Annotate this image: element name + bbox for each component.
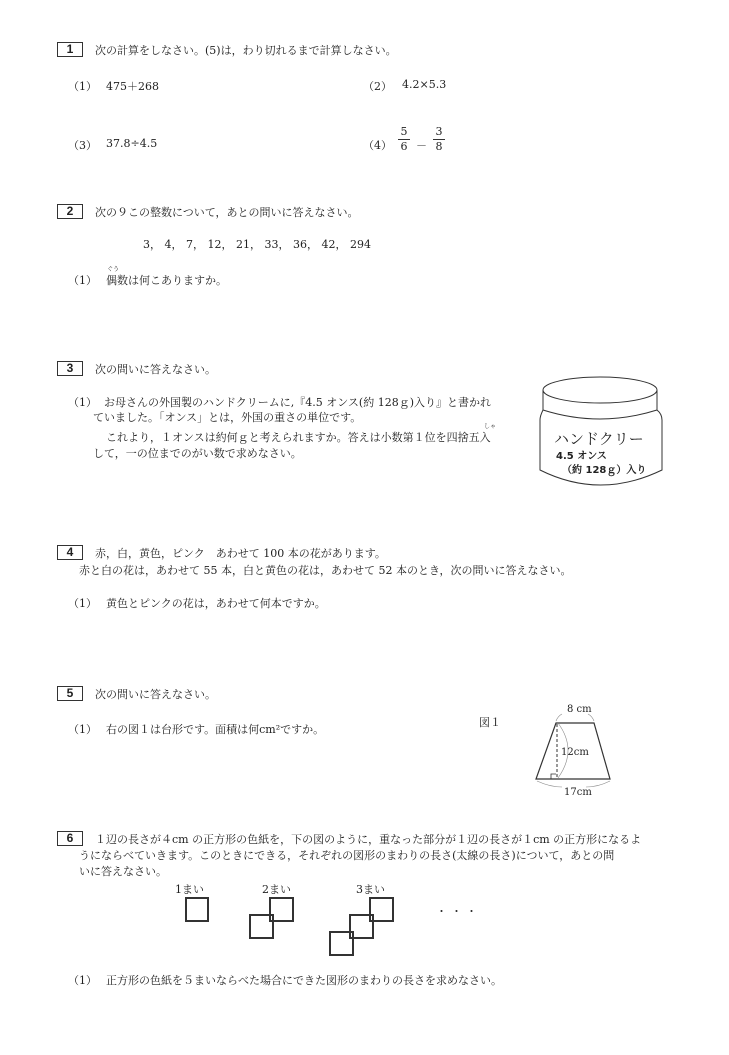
- q3-instruction: 次の問いに答えなさい。: [95, 363, 216, 376]
- q2-instruction: 次の９この整数について，あとの問いに答えなさい。: [95, 206, 359, 219]
- question-number-6: 6: [57, 831, 83, 846]
- q6-1-text: 正方形の色紙を５まいならべた場合にできた図形のまわりの長さを求めなさい。: [106, 974, 502, 987]
- q5-1-text: 右の図１は台形です。面積は何cm²ですか。: [106, 723, 325, 736]
- question-number-5: 5: [57, 686, 83, 701]
- q6-line2: うにならべていきます。このときにできる，それぞれの図形のまわりの長さ(太線の長さ)について，あとの問: [79, 849, 615, 862]
- q1-2-expr: 4.2×5.3: [402, 78, 447, 91]
- jar-weight-gram: （約 128ｇ）入り: [562, 465, 647, 476]
- q1-3-label: （3）: [68, 139, 97, 152]
- question-number-4: 4: [57, 545, 83, 560]
- fraction-3-8: 3 8: [433, 126, 445, 153]
- height-label: 12cm: [561, 747, 589, 758]
- top-length-label: 8 cm: [567, 704, 592, 715]
- q5-1-label: （1）: [68, 723, 97, 736]
- q6-line3: いに答えなさい。: [79, 865, 167, 878]
- question-number-1: 1: [57, 42, 83, 57]
- label-3-sheets: 3まい: [356, 883, 385, 896]
- q1-1-label: （1）: [68, 80, 97, 93]
- q6-line1: １辺の長さが４cm の正方形の色紙を，下の図のように，重なった部分が１辺の長さが１cm の正方形になるよ: [95, 833, 642, 846]
- jar-title: ハンドクリー: [554, 430, 644, 448]
- q3-1-label: （1）: [68, 396, 97, 409]
- minus-sign: －: [416, 139, 427, 152]
- q1-1-expr: 475＋268: [106, 80, 159, 93]
- ruby-sha: しゃ: [484, 423, 497, 430]
- q4-1-text: 黄色とピンクの花は，あわせて何本ですか。: [106, 597, 326, 610]
- q3-1-line2: ていました。「オンス」とは，外国の重さの単位です。: [93, 411, 362, 424]
- q4-1-label: （1）: [68, 597, 97, 610]
- q1-2-label: （2）: [363, 80, 392, 93]
- ruby-gu: ぐう: [107, 266, 120, 273]
- q5-instruction: 次の問いに答えなさい。: [95, 688, 216, 701]
- q4-line2: 赤と白の花は，あわせて 55 本，白と黄色の花は，あわせて 52 本のとき，次の問いに答えなさい。: [79, 564, 572, 577]
- q2-1-label: （1）: [68, 274, 97, 287]
- jar-weight-ounce: 4.5 オンス: [556, 451, 607, 462]
- q3-1-line1: お母さんの外国製のハンドクリームに,『4.5 オンス(約 128ｇ)入り』と書かれ: [104, 396, 492, 409]
- q1-3-expr: 37.8÷4.5: [106, 137, 158, 150]
- q3-1-line3: これより，１オンスは約何ｇと考えられますか。答えは小数第１位を四捨五入: [106, 431, 491, 444]
- label-1-sheet: 1まい: [175, 883, 204, 896]
- q2-numbers: 3， 4， 7， 12， 21， 33， 36， 42， 294: [143, 238, 371, 251]
- q1-4-label: （4）: [363, 139, 392, 152]
- question-number-2: 2: [57, 204, 83, 219]
- figure-1-label: 図１: [479, 716, 501, 729]
- label-2-sheets: 2まい: [262, 883, 291, 896]
- q3-1-line4: して，一の位までのがい数で求めなさい。: [93, 447, 302, 460]
- q1-instruction: 次の計算をしなさい。(5)は，わり切れるまで計算しなさい。: [95, 44, 397, 57]
- q2-1-text: 偶数は何こありますか。: [106, 274, 227, 287]
- fraction-5-6: 5 6: [398, 126, 410, 153]
- question-number-3: 3: [57, 361, 83, 376]
- bottom-length-label: 17cm: [564, 787, 592, 798]
- q6-1-label: （1）: [68, 974, 97, 987]
- ellipsis: ・・・: [436, 905, 481, 918]
- q4-line1: 赤，白，黄色，ピンク あわせて 100 本の花があります。: [95, 547, 386, 560]
